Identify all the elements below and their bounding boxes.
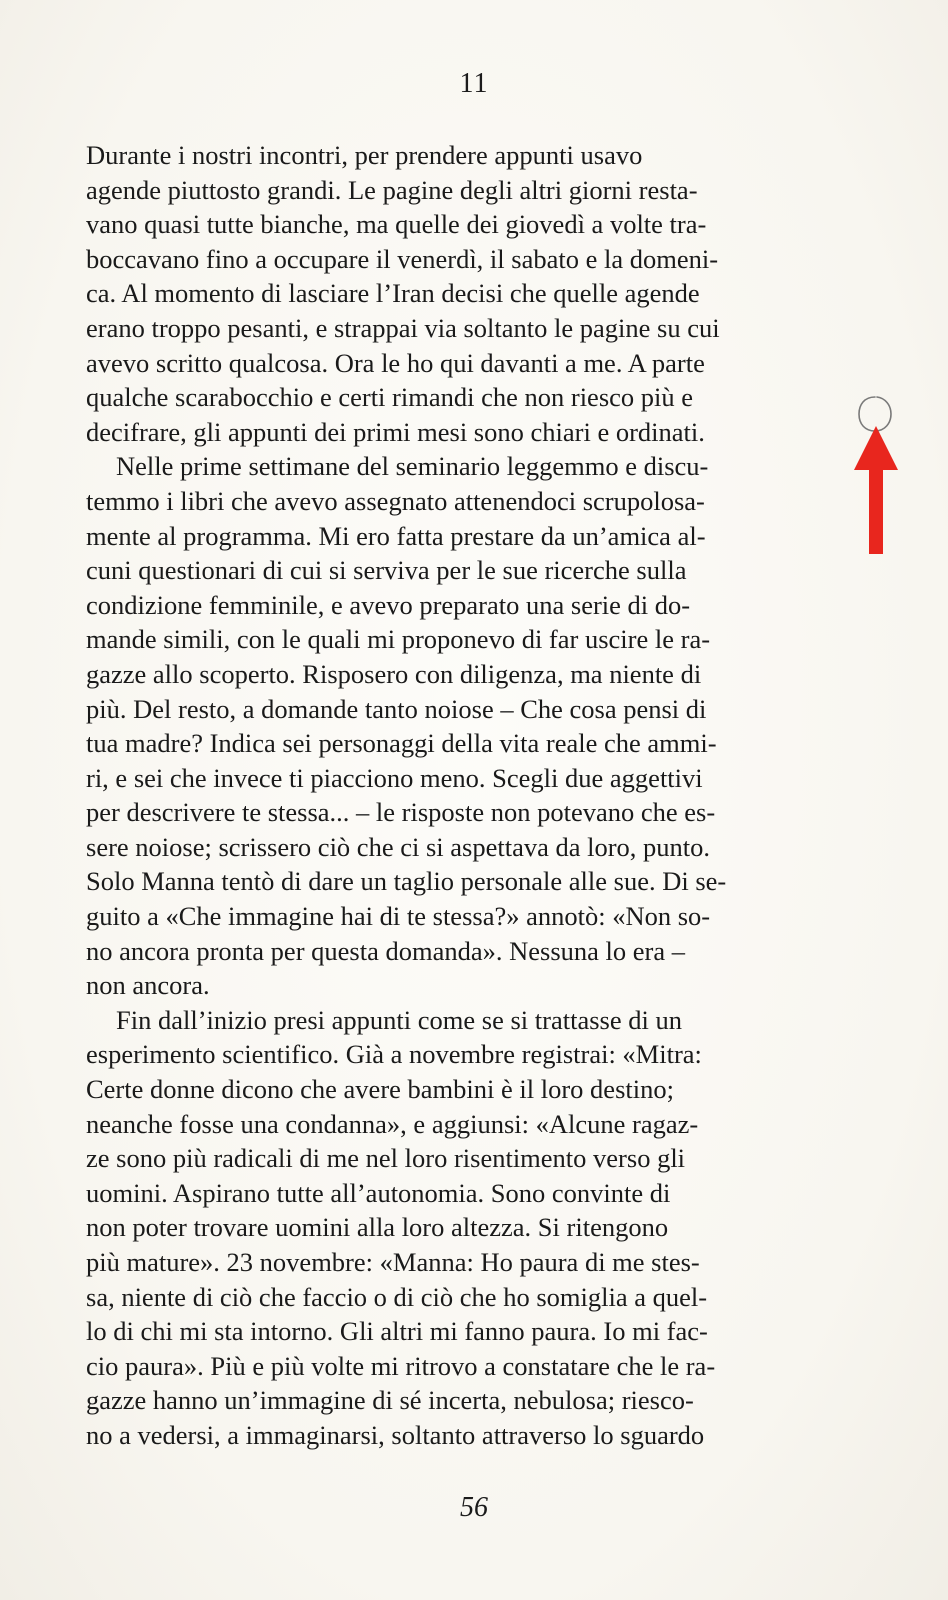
text-line: temmo i libri che avevo assegnato attenendoci scrupolosa- <box>86 485 705 516</box>
text-line: più. Del resto, a domande tanto noiose – Che cosa pensi di <box>86 693 707 724</box>
text-line: mande simili, con le quali mi proponevo di far uscire le ra- <box>86 624 711 655</box>
text-line: per descrivere te stessa... – le risposte non potevano che es- <box>86 797 716 828</box>
text-line: condizione femminile, e avevo preparato una serie di do- <box>86 589 691 620</box>
text-line: gazze allo scoperto. Risposero con diligenza, ma niente di <box>86 658 702 689</box>
text-line: sere noiose; scrissero ciò che ci si aspettava da loro, punto. <box>86 831 711 862</box>
text-line: uomini. Aspirano tutte all’autonomia. Sono convinte di <box>86 1177 671 1208</box>
text-line: no ancora pronta per questa domanda». Nessuna lo era – <box>86 935 685 966</box>
text-line: decifrare, gli appunti dei primi mesi sono chiari e ordinati. <box>86 416 705 447</box>
page-number: 56 <box>460 1492 488 1523</box>
text-line: ze sono più radicali di me nel loro risentimento verso gli <box>86 1143 686 1174</box>
text-line: ca. Al momento di lasciare l’Iran decisi che quelle agende <box>86 278 700 309</box>
text-line: cuni questionari di cui si serviva per le sue ricerche sulla <box>86 555 687 586</box>
text-line: avevo scritto qualcosa. Ora le ho qui davanti a me. A parte <box>86 347 705 378</box>
text-line: guito a «Che immagine hai di te stessa?» annotò: «Non so- <box>86 901 711 932</box>
text-line: cio paura». Più e più volte mi ritrovo a constatare che le ra- <box>86 1350 716 1381</box>
text-line: Solo Manna tentò di dare un taglio personale alle sue. Di se- <box>86 866 727 897</box>
text-line: non poter trovare uomini alla loro altezza. Si ritengono <box>86 1212 669 1243</box>
text-line: esperimento scientifico. Già a novembre registrai: «Mitra: <box>86 1039 702 1070</box>
text-line: qualche scarabocchio e certi rimandi che non riesco più e <box>86 382 694 413</box>
text-line: Fin dall’inizio presi appunti come se si trattasse di un <box>116 1004 682 1035</box>
text-line: non ancora. <box>86 970 210 1001</box>
text-line: ri, e sei che invece ti piacciono meno. Scegli due aggettivi <box>86 762 703 793</box>
text-line: Durante i nostri incontri, per prendere appunti usavo <box>86 140 643 170</box>
body-text <box>86 138 886 1453</box>
text-line: Nelle prime settimane del seminario leggemmo e discu- <box>116 451 709 482</box>
text-line: agende piuttosto grandi. Le pagine degli altri giorni resta- <box>86 174 698 205</box>
text-line: neanche fosse una condanna», e aggiunsi: «Alcune ragaz- <box>86 1108 699 1139</box>
chapter-number: 11 <box>459 68 489 99</box>
text-line: Certe donne dicono che avere bambini è il loro destino; <box>86 1074 674 1105</box>
text-line: gazze hanno un’immagine di sé incerta, nebulosa; riesco- <box>86 1385 694 1416</box>
text-line: lo di chi mi sta intorno. Gli altri mi fanno paura. Io mi fac- <box>86 1316 708 1347</box>
text-line: boccavano fino a occupare il venerdì, il sabato e la domeni- <box>86 243 719 274</box>
text-line: erano troppo pesanti, e strappai via soltanto le pagine su cui <box>86 312 720 343</box>
text-line: vano quasi tutte bianche, ma quelle dei giovedì a volte tra- <box>86 209 707 240</box>
text-line: no a vedersi, a immaginarsi, soltanto attraverso lo sguardo <box>86 1419 705 1450</box>
text-line: tua madre? Indica sei personaggi della vita reale che ammi- <box>86 728 717 759</box>
text-line: mente al programma. Mi ero fatta prestare da un’amica al- <box>86 520 706 551</box>
text-line: più mature». 23 novembre: «Manna: Ho paura di me stes- <box>86 1247 700 1277</box>
text-line: sa, niente di ciò che faccio o di ciò che ho somiglia a quel- <box>86 1281 708 1312</box>
